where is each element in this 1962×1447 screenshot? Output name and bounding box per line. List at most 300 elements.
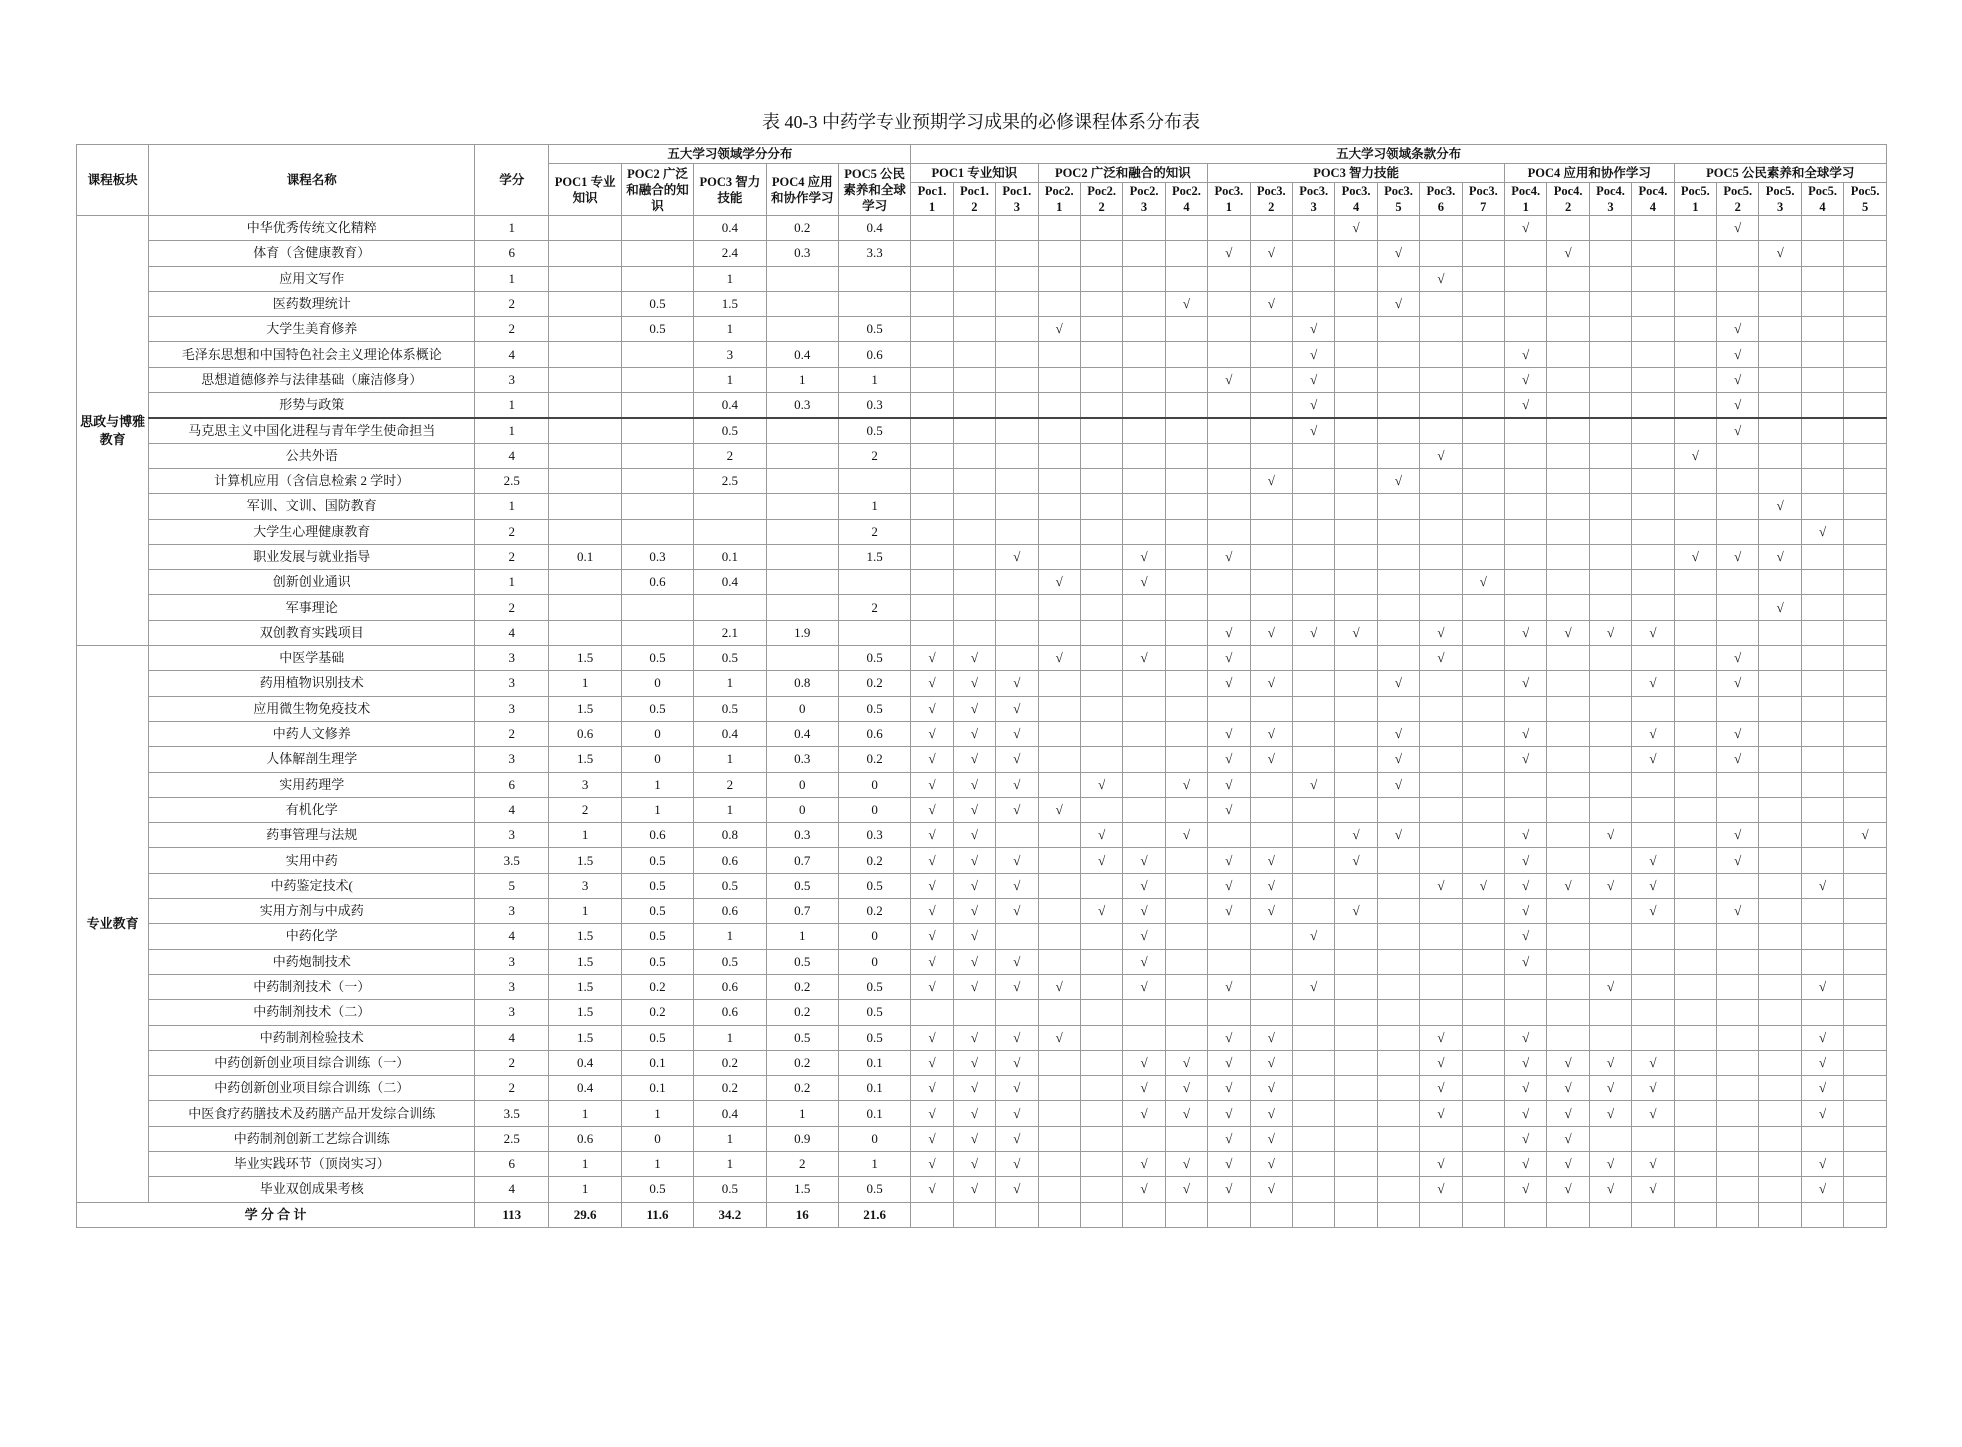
item-cell [1589,241,1631,266]
check-mark: √ [1225,675,1233,691]
item-cell [1759,1126,1801,1151]
item-cell [1165,1151,1207,1176]
item-cell [1165,393,1207,418]
course-name: 中医食疗药膳技术及药膳产品开发综合训练 [149,1101,475,1126]
item-cell [1462,544,1504,569]
item-cell [1589,772,1631,797]
item-cell [1165,519,1207,544]
course-credit: 3.5 [475,848,549,873]
item-cell [1505,949,1547,974]
table-row [77,671,1887,696]
table-row [77,241,1887,266]
check-mark: √ [1225,245,1233,261]
item-cell [1250,772,1292,797]
item-cell [1038,797,1080,822]
poc-credit-cell: 1.5 [549,974,621,999]
check-mark: √ [1225,624,1233,640]
item-cell [1717,443,1759,468]
item-cell [1589,1177,1631,1202]
course-name: 双创教育实践项目 [149,620,475,645]
item-cell [953,772,995,797]
course-name: 药事管理与法规 [149,823,475,848]
check-mark: √ [970,776,978,792]
check-mark: √ [928,1156,936,1172]
check-mark: √ [1013,1156,1021,1172]
poc-credit-cell: 1 [549,899,621,924]
check-mark: √ [1267,1029,1275,1045]
item-cell [1717,848,1759,873]
item-cell [1208,342,1250,367]
check-mark: √ [1734,903,1742,919]
item-cell [1208,671,1250,696]
item-cell [1080,721,1122,746]
check-mark: √ [1649,903,1657,919]
item-cell [1547,342,1589,367]
header-sub-item: Poc3. 4 [1335,183,1377,216]
item-cell [1165,1025,1207,1050]
item-cell [911,443,953,468]
item-cell [1250,393,1292,418]
check-mark: √ [1267,1181,1275,1197]
course-credit: 3 [475,949,549,974]
item-cell [1674,443,1716,468]
item-cell [1801,367,1843,392]
item-cell [1505,924,1547,949]
poc-credit-cell: 0.8 [766,671,838,696]
item-cell [1038,1050,1080,1075]
item-cell [911,595,953,620]
poc-credit-cell: 0.5 [621,1025,693,1050]
item-cell [1292,1151,1334,1176]
course-credit: 3 [475,899,549,924]
header-poc4-group: POC4 应用和协作学习 [1505,164,1675,183]
course-credit: 6 [475,241,549,266]
item-cell [1080,519,1122,544]
item-cell [1080,570,1122,595]
item-cell [1717,646,1759,671]
poc-credit-cell: 0.6 [694,974,766,999]
poc-credit-cell: 0.2 [766,974,838,999]
item-cell [1505,570,1547,595]
item-cell [1505,1151,1547,1176]
item-cell [1717,823,1759,848]
item-cell [1292,823,1334,848]
item-cell [1462,671,1504,696]
item-cell [1123,747,1165,772]
item-cell [996,342,1038,367]
item-cell [1165,342,1207,367]
item-cell [1632,899,1674,924]
item-cell [996,468,1038,493]
item-cell [1759,696,1801,721]
item-cell [1505,696,1547,721]
item-cell [1335,291,1377,316]
check-mark: √ [1818,1029,1827,1045]
course-name: 军训、文训、国防教育 [149,494,475,519]
item-cell [1420,1076,1462,1101]
header-poc5-credit: POC5 公民素养和全球学习 [838,164,910,216]
course-credit: 3 [475,646,549,671]
item-cell [1505,899,1547,924]
item-cell [1844,873,1887,898]
check-mark: √ [1522,903,1530,919]
item-cell [1759,241,1801,266]
item-cell [1547,671,1589,696]
check-mark: √ [1818,1054,1827,1070]
item-cell [1250,367,1292,392]
poc-credit-cell: 0.3 [766,823,838,848]
item-cell [1208,1025,1250,1050]
item-cell [1547,772,1589,797]
check-mark: √ [1140,903,1148,919]
item-cell [1547,418,1589,443]
item-cell [1547,317,1589,342]
header-sub-item: Poc2. 1 [1038,183,1080,216]
check-mark: √ [928,650,936,666]
item-cell [1335,570,1377,595]
check-mark: √ [1267,877,1275,893]
item-cell [911,797,953,822]
course-credit: 3 [475,671,549,696]
item-cell [1462,646,1504,671]
check-mark: √ [1564,1080,1572,1096]
check-mark: √ [1140,549,1148,564]
check-mark: √ [970,1054,978,1070]
item-cell [1547,1177,1589,1202]
check-mark: √ [1522,396,1530,412]
item-cell [1674,291,1716,316]
table-row [77,797,1887,822]
check-mark: √ [1310,321,1318,337]
check-mark: √ [1267,1054,1275,1070]
course-name: 中医学基础 [149,646,475,671]
item-cell [1292,266,1334,291]
poc-credit-cell: 0 [621,747,693,772]
check-mark: √ [1182,1054,1191,1070]
check-mark: √ [1352,852,1360,868]
poc-credit-cell: 0 [621,671,693,696]
table-row [77,696,1887,721]
poc-credit-cell: 0.6 [549,1126,621,1151]
course-credit: 6 [475,772,549,797]
poc-credit-cell: 0.5 [621,899,693,924]
item-cell [1717,570,1759,595]
item-cell [1123,443,1165,468]
item-cell [1844,747,1887,772]
item-cell [1462,974,1504,999]
item-cell [1165,721,1207,746]
item-cell [1420,823,1462,848]
item-cell [1038,216,1080,241]
item-cell [1250,747,1292,772]
item-cell [996,949,1038,974]
item-cell [1717,1126,1759,1151]
item-cell [1462,393,1504,418]
item-cell [1589,899,1631,924]
course-credit: 2.5 [475,1126,549,1151]
item-cell [1208,1000,1250,1025]
item-cell [996,216,1038,241]
check-mark: √ [1564,1181,1572,1197]
item-cell [1759,1101,1801,1126]
poc-credit-cell [549,342,621,367]
item-cell [1335,468,1377,493]
item-cell [1801,1126,1843,1151]
item-cell [1717,949,1759,974]
item-cell [1717,367,1759,392]
item-cell [911,241,953,266]
course-credit: 6 [475,1151,549,1176]
item-cell [1377,747,1419,772]
item-cell [1462,873,1504,898]
item-cell [911,544,953,569]
item-cell [1632,342,1674,367]
check-mark: √ [1522,1080,1530,1096]
item-cell [1420,974,1462,999]
item-cell [1208,1126,1250,1151]
item-cell [1505,1025,1547,1050]
total-empty-cell [1505,1202,1547,1227]
check-mark: √ [1606,1080,1615,1096]
item-cell [1080,899,1122,924]
item-cell [1208,1050,1250,1075]
poc-credit-cell [838,570,910,595]
item-cell [1335,544,1377,569]
item-cell [1208,1151,1250,1176]
item-cell [1123,1177,1165,1202]
item-cell [1250,1000,1292,1025]
item-cell [911,291,953,316]
item-cell [1377,1101,1419,1126]
item-cell [1589,721,1631,746]
poc-credit-cell [549,443,621,468]
total-empty-cell [1420,1202,1462,1227]
item-cell [1250,317,1292,342]
module-cell: 专业教育 [77,646,149,1203]
item-cell [1123,266,1165,291]
item-cell [1038,570,1080,595]
item-cell [953,291,995,316]
item-cell [1377,671,1419,696]
item-cell [1080,291,1122,316]
course-name: 毕业实践环节（顶岗实习） [149,1151,475,1176]
poc-credit-cell: 0 [838,924,910,949]
header-sub-item: Poc3. 2 [1250,183,1292,216]
check-mark: √ [1734,346,1742,362]
item-cell [1801,1101,1843,1126]
poc-credit-cell [838,468,910,493]
item-cell [1505,823,1547,848]
item-cell [1292,494,1334,519]
poc-credit-cell: 1 [549,823,621,848]
course-credit: 2 [475,544,549,569]
header-credit-distribution: 五大学习领域学分分布 [549,145,911,164]
poc-credit-cell: 0 [838,797,910,822]
item-cell [1674,1177,1716,1202]
poc-credit-cell [549,570,621,595]
total-empty-cell [1165,1202,1207,1227]
poc-credit-cell: 0 [766,797,838,822]
check-mark: √ [928,1105,936,1121]
item-cell [1632,974,1674,999]
item-cell [1080,646,1122,671]
item-cell [1292,595,1334,620]
item-cell [1335,241,1377,266]
check-mark: √ [1394,827,1403,843]
item-cell [1801,443,1843,468]
item-cell [1505,1126,1547,1151]
item-cell [1844,797,1887,822]
poc-credit-cell: 0.8 [694,823,766,848]
check-mark: √ [1013,776,1021,792]
item-cell [1547,924,1589,949]
check-mark: √ [928,1130,936,1146]
item-cell [1717,620,1759,645]
item-cell [953,317,995,342]
check-mark: √ [1437,650,1445,666]
poc-credit-cell: 2 [838,443,910,468]
item-cell [1165,899,1207,924]
course-name: 有机化学 [149,797,475,822]
item-cell [1335,646,1377,671]
check-mark: √ [928,953,936,969]
item-cell [1208,620,1250,645]
item-cell [1589,671,1631,696]
item-cell [1547,1101,1589,1126]
header-sub-item: Poc2. 2 [1080,183,1122,216]
item-cell [953,418,995,443]
item-cell [1377,595,1419,620]
check-mark: √ [1055,801,1063,817]
item-cell [1717,797,1759,822]
item-cell [911,1151,953,1176]
item-cell [1674,696,1716,721]
item-cell [1632,216,1674,241]
item-cell [1080,1101,1122,1126]
check-mark: √ [1437,1054,1445,1070]
item-cell [1632,468,1674,493]
item-cell [1462,317,1504,342]
item-cell [1844,974,1887,999]
item-cell [1717,241,1759,266]
check-mark: √ [1013,1080,1021,1096]
check-mark: √ [928,1080,936,1096]
item-cell [1335,873,1377,898]
check-mark: √ [970,675,978,691]
poc-credit-cell: 2.4 [694,241,766,266]
item-cell [1547,468,1589,493]
item-cell [911,1050,953,1075]
item-cell [1208,646,1250,671]
header-sub-item: Poc5. 2 [1717,183,1759,216]
item-cell [911,848,953,873]
check-mark: √ [1225,1080,1233,1096]
item-cell [1759,418,1801,443]
item-cell [1844,595,1887,620]
check-mark: √ [1479,574,1487,590]
item-cell [996,519,1038,544]
item-cell [1165,949,1207,974]
item-cell [1335,519,1377,544]
poc-credit-cell: 0.5 [694,873,766,898]
item-cell [996,544,1038,569]
course-name: 中药制剂检验技术 [149,1025,475,1050]
item-cell [1080,468,1122,493]
item-cell [1123,974,1165,999]
item-cell [1462,772,1504,797]
item-cell [1123,797,1165,822]
total-empty-cell [1250,1202,1292,1227]
item-cell [1250,646,1292,671]
header-sub-item: Poc5. 5 [1844,183,1887,216]
check-mark: √ [1734,371,1742,387]
item-cell [1377,519,1419,544]
item-cell [1335,696,1377,721]
item-cell [953,797,995,822]
poc-credit-cell: 0 [838,1126,910,1151]
item-cell [1335,1076,1377,1101]
item-cell [1674,418,1716,443]
poc-credit-cell: 1 [694,1151,766,1176]
check-mark: √ [1522,220,1530,236]
check-mark: √ [1267,473,1275,489]
item-cell [1420,443,1462,468]
item-cell [1844,544,1887,569]
item-cell [1377,468,1419,493]
item-cell [1674,367,1716,392]
item-cell [1165,772,1207,797]
check-mark: √ [1225,1105,1233,1121]
item-cell [1674,1050,1716,1075]
check-mark: √ [1437,877,1445,893]
item-cell [953,367,995,392]
poc-credit-cell: 0.5 [621,1177,693,1202]
item-cell [1335,949,1377,974]
item-cell [1462,1177,1504,1202]
item-cell [1632,646,1674,671]
check-mark: √ [1394,675,1403,691]
poc-credit-cell: 0.2 [838,747,910,772]
item-cell [1759,721,1801,746]
check-mark: √ [1225,801,1233,817]
course-credit: 3 [475,696,549,721]
item-cell [1844,393,1887,418]
item-cell [1589,747,1631,772]
check-mark: √ [1182,1181,1191,1197]
poc-credit-cell: 0.5 [621,291,693,316]
item-cell [1547,595,1589,620]
item-cell [1632,544,1674,569]
item-cell [1123,1151,1165,1176]
item-cell [1250,1076,1292,1101]
item-cell [1038,544,1080,569]
item-cell [1547,721,1589,746]
check-mark: √ [1013,1181,1021,1197]
check-mark: √ [1818,523,1827,539]
check-mark: √ [928,852,936,868]
item-cell [1038,1000,1080,1025]
course-credit: 5 [475,873,549,898]
item-cell [1589,393,1631,418]
check-mark: √ [1055,650,1063,666]
poc-credit-cell: 0.3 [838,393,910,418]
item-cell [1589,646,1631,671]
item-cell [1038,1177,1080,1202]
item-cell [1505,317,1547,342]
item-cell [1377,1126,1419,1151]
item-cell [1674,1126,1716,1151]
item-cell [1292,696,1334,721]
